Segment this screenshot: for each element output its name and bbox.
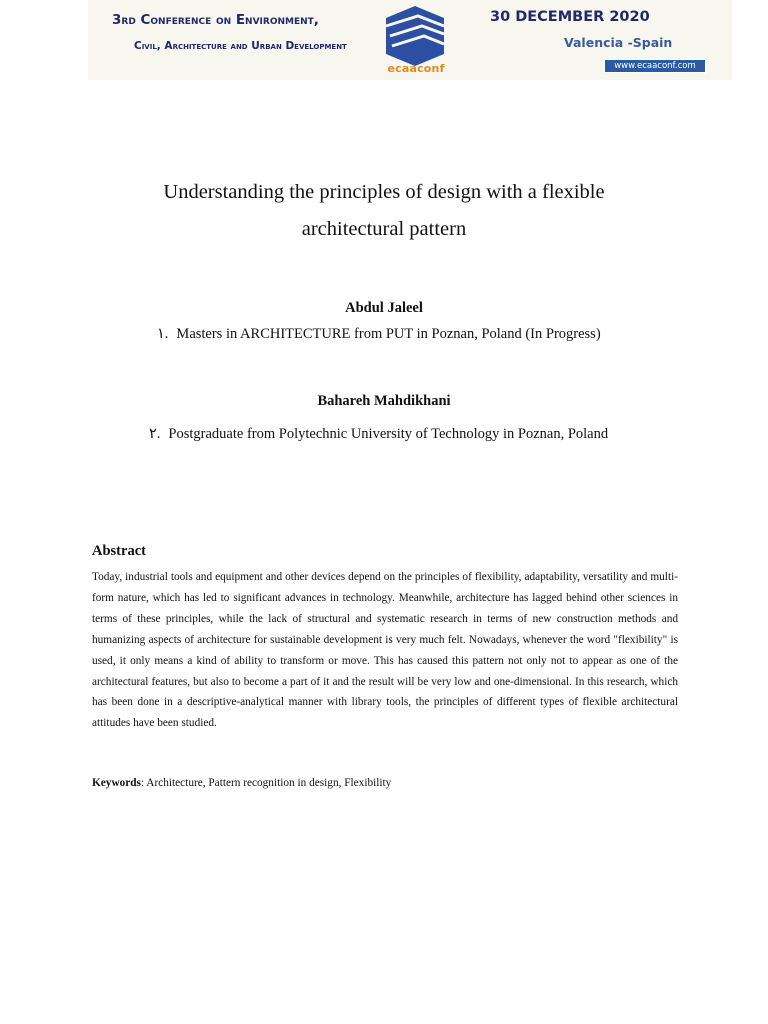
conference-location: Valencia -Spain (564, 35, 673, 50)
conference-date: 30 DECEMBER 2020 (490, 9, 650, 25)
author-affiliation-1 (157, 326, 601, 343)
paper-title (60, 174, 708, 248)
abstract-heading: Abstract (92, 543, 146, 559)
conference-name-line2: Civil, Architecture and Urban Development (134, 39, 347, 52)
conference-banner (88, 0, 732, 80)
keywords-label: Keywords (92, 777, 141, 789)
keywords-text: : Architecture, Pattern recognition in design, Flexibility (140, 777, 392, 789)
keywords-line (92, 777, 391, 789)
author-affiliation-2 (149, 426, 608, 443)
affiliation-number-2: ٢. (149, 426, 161, 442)
conference-name (112, 14, 347, 51)
paper-title-line2: architectural pattern (301, 218, 467, 240)
conference-name-line1: 3rd Conference on Environment, (112, 12, 319, 28)
abstract-text: Today, industrial tools and equipment and other devices depend on the principles of flexibility, adaptability, versatility and multi-form nature, which has led to significant advances in technology. Meanwhile, architecture has lagged behind other sciences in terms of these principles, while the lack of structural and systematic research in terms of new construction methods and humanizing aspects of architecture for sustainable development is very much felt. Nowadays, whenever the word "flexibility" is used, it only means a kind of ability to transform or move. This has caused this pattern not only not to appear as one of the architectural features, but also to become a part of it and the result will be very low and one-dimensional. In this research, which has been done in a descriptive-analytical manner with library tools, the principles of different types of flexible architectural attitudes have been studied. (92, 571, 678, 730)
affiliation-number-1: ١. (157, 326, 169, 342)
paper-title-line1: Understanding the principles of design with a flexible (163, 181, 605, 203)
affiliation-text-1: Masters in ARCHITECTURE from PUT in Poznan, Poland (In Progress) (176, 326, 601, 342)
affiliation-text-2: Postgraduate from Polytechnic University of Technology in Poznan, Poland (168, 426, 609, 442)
author-name-2: Bahareh Mahdikhani (317, 393, 451, 409)
conference-url-link[interactable]: www.ecaaconf.com (604, 59, 706, 73)
logo-text: ecaaconf (387, 62, 445, 75)
author-name-1: Abdul Jaleel (345, 300, 423, 316)
